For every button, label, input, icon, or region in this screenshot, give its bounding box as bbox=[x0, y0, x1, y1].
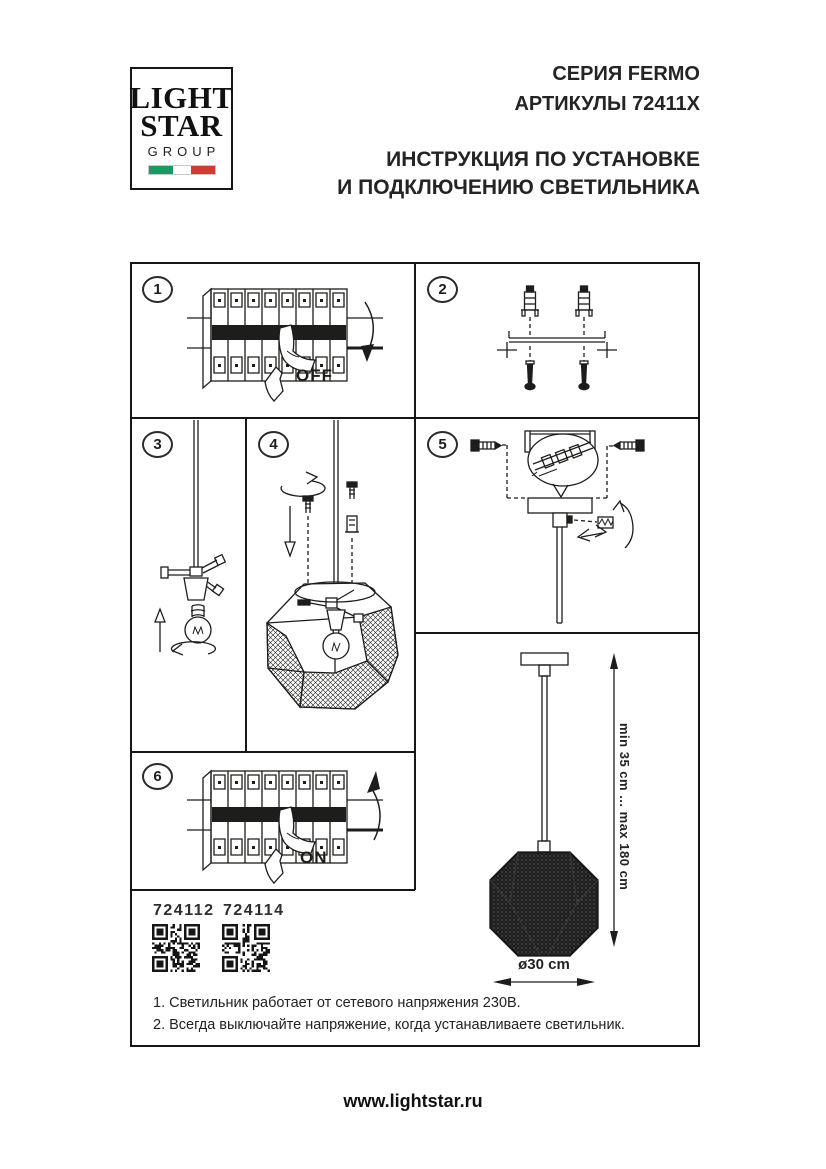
product-code-1: 724112 bbox=[153, 902, 215, 919]
screw-icon bbox=[471, 440, 501, 451]
rotate-icon bbox=[281, 472, 325, 496]
step2-number: 2 bbox=[427, 276, 458, 303]
on-label: ON bbox=[300, 848, 328, 867]
note-line2: 2. Всегда выключайте напряжение, когда устанавливаете светильник. bbox=[153, 1017, 625, 1033]
step3-number: 3 bbox=[142, 431, 173, 458]
flag-green bbox=[149, 166, 173, 174]
logo-star: STAR bbox=[140, 107, 223, 143]
pendant-rod-icon bbox=[542, 676, 547, 841]
set-screw-icon bbox=[598, 517, 613, 528]
divider bbox=[130, 417, 700, 419]
divider bbox=[414, 262, 416, 890]
grub-screw-icon bbox=[567, 516, 572, 523]
screw-icon bbox=[579, 361, 589, 390]
canopy-wiring-illustration bbox=[417, 420, 698, 631]
rotate-icon bbox=[171, 642, 215, 655]
series-title: СЕРИЯ FERMO bbox=[552, 63, 700, 85]
shade-assembly-illustration bbox=[248, 420, 414, 752]
divider bbox=[130, 889, 415, 891]
arrow-down-icon bbox=[285, 506, 295, 556]
lamp-shade-icon bbox=[490, 852, 598, 956]
wall-anchor-icon bbox=[521, 286, 539, 316]
product-code-2: 724114 bbox=[223, 902, 285, 919]
screw-icon bbox=[614, 440, 644, 451]
instruction-title-line2: И ПОДКЛЮЧЕНИЮ СВЕТИЛЬНИКА bbox=[337, 176, 700, 199]
qr-code-1 bbox=[152, 924, 200, 972]
lightstar-logo bbox=[130, 67, 233, 190]
step4-number: 4 bbox=[258, 431, 289, 458]
ceiling-plate-icon bbox=[521, 653, 568, 665]
pendant-lamp-illustration bbox=[417, 635, 698, 993]
instruction-title bbox=[337, 146, 700, 202]
socket-cup-icon bbox=[184, 578, 208, 600]
diameter-dimension-line bbox=[493, 978, 595, 986]
screw-icon bbox=[347, 482, 357, 499]
off-label: OFF bbox=[296, 366, 333, 385]
socket-bulb-illustration bbox=[132, 420, 244, 750]
logo-group: GROUP bbox=[147, 143, 221, 159]
faceted-shade-icon bbox=[267, 582, 398, 709]
screw-icon bbox=[525, 361, 535, 390]
instruction-title-line1: ИНСТРУКЦИЯ ПО УСТАНОВКЕ bbox=[386, 148, 700, 171]
mounting-hardware-illustration bbox=[417, 264, 698, 416]
wall-anchor-icon bbox=[575, 286, 593, 316]
screw-icon bbox=[303, 496, 313, 513]
safety-notes bbox=[153, 992, 683, 1036]
terminal-block-magnifier-icon bbox=[528, 434, 598, 497]
arrow-down-icon bbox=[361, 302, 374, 362]
step6-number: 6 bbox=[142, 763, 173, 790]
bulb-icon bbox=[185, 605, 211, 643]
step1-number: 1 bbox=[142, 276, 173, 303]
italy-flag-icon bbox=[149, 166, 215, 174]
rotate-icon bbox=[613, 501, 633, 548]
arrow-up-icon bbox=[155, 609, 165, 652]
step5-number: 5 bbox=[427, 431, 458, 458]
flag-red bbox=[191, 166, 215, 174]
height-dimension-label: min 35 cm ... max 180 cm bbox=[617, 723, 632, 891]
diameter-dimension-label: ø30 cm bbox=[518, 956, 570, 973]
logo-light: LIGHT bbox=[129, 79, 234, 115]
flag-white bbox=[173, 166, 191, 174]
note-line1: 1. Светильник работает от сетевого напряжения 230В. bbox=[153, 995, 521, 1011]
divider bbox=[245, 418, 247, 752]
divider bbox=[415, 632, 700, 634]
qr-code-2 bbox=[222, 924, 270, 972]
wall-anchor-icon bbox=[345, 516, 359, 532]
articles-title: АРТИКУЛЫ 72411X bbox=[514, 93, 700, 115]
footer-url: www.lightstar.ru bbox=[343, 1091, 483, 1111]
circuit-breaker-on-illustration bbox=[183, 754, 398, 889]
canopy-icon bbox=[528, 498, 592, 513]
circuit-breaker-off-illustration bbox=[183, 272, 398, 407]
mounting-bracket-icon bbox=[497, 331, 617, 358]
